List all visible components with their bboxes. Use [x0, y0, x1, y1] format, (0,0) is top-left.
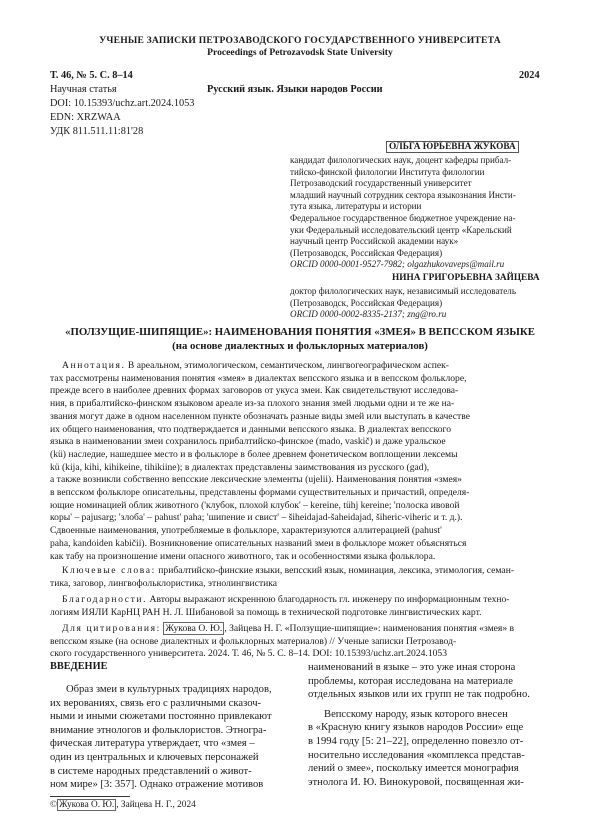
copyright-text: , Зайцева Н. Г., 2024	[116, 800, 196, 810]
abstract-line: (kü) наследие, нашедшее место и в фольклоре в более древнем фонетическом воплощении лексемы	[50, 448, 458, 460]
paragraph-line: этнолога И. Ю. Винокуровой, посвященная жи-	[308, 776, 524, 788]
section-heading: ВВЕДЕНИЕ	[50, 661, 108, 672]
abstract-line: звания могут даже в одном населенном пункте обозначать разные виды змей или выступать в качестве	[50, 410, 470, 422]
paragraph-line: Образ змеи в культурных традициях народов,	[66, 684, 272, 695]
keywords-text: прибалтийско-финские языки, вепсский язык, номинация, лексика, этимология, семан-	[158, 565, 515, 576]
paragraph-line: в системе народных представлений о живот-	[50, 765, 252, 777]
citation-text-cont: вепсском языке (на основе диалектных и фольклорных материалов) // Ученые записки Петрозавод-	[50, 635, 457, 647]
affiliation-line: уки Федеральный исследовательский центр «Карельский	[290, 224, 512, 235]
intro-left-column	[50, 683, 295, 792]
keywords	[50, 565, 543, 590]
paragraph-line: отдельных языков или их групп не так подробно.	[308, 689, 530, 701]
affiliation-line: Петрозаводский государственный университет	[290, 178, 472, 189]
abstract-line: их общего наименования, что подтверждается и данными вепсского языка. В диалектах вепсского	[50, 423, 452, 435]
keywords-text-cont: тика, заговор, лингвофольклористика, этнолингвистика	[50, 577, 278, 589]
abstract-line: тах рассмотрены наименования понятия «змея» в диалектах вепсского языка и в вепсском фольклоре,	[50, 372, 467, 384]
article-type: Научная статья	[50, 84, 117, 95]
copyright-sign: ©	[50, 800, 58, 810]
author-1-name: ОЛЬГА ЮРЬЕВНА ЖУКОВА	[386, 141, 519, 153]
intro-right-column	[308, 661, 545, 789]
year: 2024	[519, 70, 540, 81]
affiliation-line: Федеральное государственное бюджетное учреждение на-	[290, 212, 516, 223]
paragraph-line: проблемы, которая исследована на материале	[308, 675, 513, 687]
abstract-label: Аннотация.	[62, 360, 126, 371]
article-title: «ПОЛЗУЩИЕ-ШИПЯЩИЕ»: НАИМЕНОВАНИЯ ПОНЯТИЯ «ЗМЕЯ» В ВЕПССКОМ ЯЗЫКЕ	[65, 326, 535, 338]
paragraph-line: в 1994 году [5: 21–22], определенно повезло от-	[308, 735, 524, 747]
abstract-line: языка в наименовании змеи сохранилось прибалтийско-финское (mado, vaskič) и даже уральское	[50, 436, 446, 448]
abstract-line: а также возникли собственно вепсские лексические элементы (ujelii). Наименования понятия «змея»	[50, 474, 462, 486]
affiliation-line: кандидат филологических наук, доцент кафедры прибал-	[290, 155, 512, 165]
abstract	[50, 360, 543, 563]
keywords-label: Ключевые слова:	[62, 565, 156, 576]
affiliation-line: (Петрозаводск, Российская Федерация)	[290, 297, 443, 308]
author-1-contact: ORCID 0000-0001-9527-7982; olgazhukovaveps@mail.ru	[290, 259, 505, 270]
paragraph-line: их верованиях, связь его с различными сказоч-	[50, 697, 262, 709]
citation	[50, 623, 543, 661]
abstract-line: прежде всего в наиболее древних формах заговоров от укуса змеи. Как свидетельствуют исследова-	[50, 385, 459, 397]
citation-author-boxed: Жукова О. Ю.	[165, 623, 223, 634]
author-2-affiliation	[290, 286, 552, 321]
abstract-line: в вепсском фольклоре описательны, представлены формами существительных и причастий, определя-	[50, 487, 470, 499]
abstract-line: kü (kija, kihi, kihikeine, tihikiine); в диалектах представлены заимствования из русского (gad),	[50, 461, 430, 473]
citation-text-cont: ского государственного университета. 2024. Т. 46, № 5. С. 8–14. DOI: 10.15393/uchz.art.2024.1053	[50, 648, 448, 660]
paragraph-line: ными и иными сюжетами постоянно привлекают	[50, 711, 272, 723]
paragraph-line: носительно исследования «комплекса представ-	[308, 749, 525, 761]
doi: DOI: 10.15393/uchz.art.2024.1053	[50, 98, 195, 109]
abstract-line: paha, kandoiden kabičii). Возникновение описательных названий змеи в фольклоре может объясняться	[50, 537, 467, 549]
affiliation-line: доктор филологических наук, независимый исследователь	[290, 286, 516, 296]
paragraph-line: в «Красную книгу языков народов России» еще	[308, 722, 524, 734]
footnote-rule	[50, 796, 130, 797]
journal-title-ru: УЧЕНЫЕ ЗАПИСКИ ПЕТРОЗАВОДСКОГО ГОСУДАРСТВЕННОГО УНИВЕРСИТЕТА	[99, 35, 501, 46]
author-2-contact: ORCID 0000-0002-8335-2137; zng@ro.ru	[290, 309, 447, 320]
abstract-line: В ареальном, этимологическом, семантическом, лингвогеографическом аспек-	[127, 360, 449, 371]
paragraph-line: ном мире» [3: 357]. Однако отражение мотивов	[50, 779, 264, 791]
paragraph-line: наименований в языке – это уже иная сторона	[308, 662, 516, 673]
affiliation-line: научный центр Российской академии наук»	[290, 236, 459, 247]
affiliation-line: младший научный сотрудник сектора языкознания Инсти-	[290, 189, 516, 200]
section-name: Русский язык. Языки народов России	[207, 84, 383, 95]
journal-title-en: Proceedings of Petrozavodsk State University	[207, 47, 393, 58]
abstract-line: Сдвоенные наименования, употребляемые в фольклоре, характеризуются аллитерацией (pahust'	[50, 525, 442, 537]
edn: EDN: XRZWAA	[50, 112, 121, 123]
affiliation-line: (Петрозаводск, Российская Федерация)	[290, 247, 443, 258]
udk: УДК 811.511.11:81'28	[50, 126, 144, 137]
paragraph-line: Вепсскому народу, язык которого внесен	[324, 708, 508, 720]
paragraph-line: внимание этнологов и фольклористов. Этногра-	[50, 724, 267, 736]
abstract-line: как табу на произношение имени опасного животного, так и особенностями языка фольклора.	[50, 550, 436, 562]
paragraph-line: лений о змее», поскольку имеется монография	[308, 763, 519, 775]
abstract-line: коры' – pajusarg; 'злоба' – pahust' paha; 'шипение и свист' – šiheidajad-šaheidajad, šiheric-viheric и т. д.).	[50, 512, 463, 524]
copyright	[50, 800, 196, 810]
acknowledgments-text-cont: логиям ИЯЛИ КарНЦ РАН Н. Л. Шибановой за помощь в технической подготовке лингвистических карт.	[50, 606, 482, 618]
acknowledgments-text: Авторы выражают искреннюю благодарность гл. инженеру по информационным техно-	[149, 594, 510, 605]
affiliation-line: тийско-финской филологии Института филологии	[290, 166, 485, 177]
citation-text: , Зайцева Н. Г. «Ползущие-шипящие»: наименования понятия «змея» в	[224, 623, 515, 634]
paragraph-line: один из центральных и ключевых персонажей	[50, 751, 259, 763]
acknowledgments-label: Благодарности.	[62, 594, 148, 605]
paragraph-line: фическая литература утверждает, что «змея –	[50, 738, 255, 750]
author-1-affiliation	[290, 155, 552, 271]
abstract-line: ния, в прибалтийско-финском языковом ареале из-за плохого знания змей людьми одни и те же на-	[50, 398, 455, 410]
citation-label: Для цитирования:	[62, 623, 161, 634]
acknowledgments	[50, 594, 543, 619]
author-2-name: НИНА ГРИГОРЬЕВНА ЗАЙЦЕВА	[392, 273, 540, 283]
volume-pages: Т. 46, № 5. С. 8–14	[50, 70, 133, 81]
affiliation-line: тута языка, литературы и истории	[290, 201, 422, 212]
article-subtitle: (на основе диалектных и фольклорных материалов)	[172, 340, 428, 352]
copyright-author-boxed: Жукова О. Ю.	[59, 800, 115, 810]
abstract-line: ющие номинацией облик животного ('клубок, плохой клубок' – kereine, tühj kereine; 'полоска ивовой	[50, 499, 460, 511]
